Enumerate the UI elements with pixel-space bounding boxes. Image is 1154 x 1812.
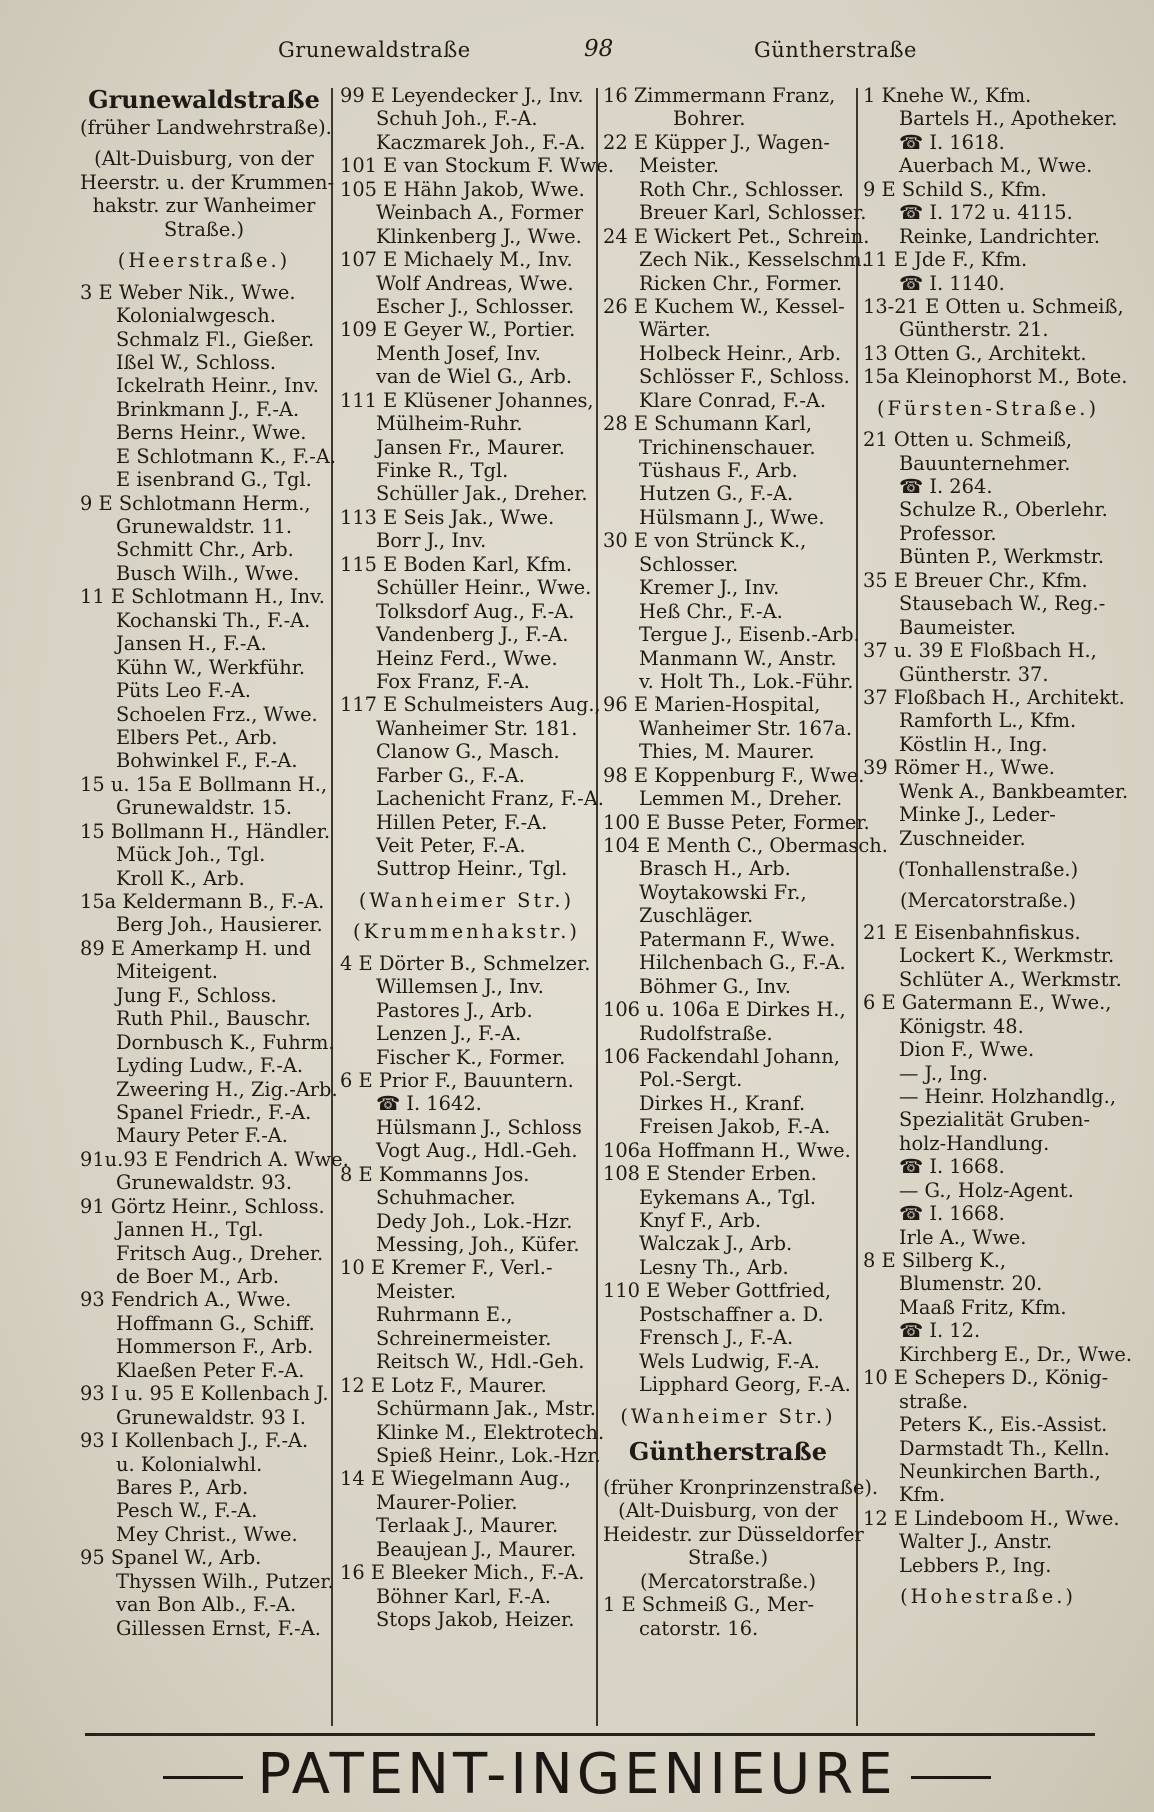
directory-entry: Schreinermeister. (376, 1326, 552, 1350)
directory-entry: Postschaffner a. D. (639, 1302, 824, 1326)
directory-entry: Irle A., Wwe. (899, 1225, 1027, 1249)
directory-entry: Heinz Ferd., Wwe. (376, 646, 558, 670)
directory-entry: 113 E Seis Jak., Wwe. (340, 505, 555, 529)
directory-entry: Wärter. (639, 318, 711, 342)
directory-entry: Tergue J., Eisenb.-Arb. (639, 623, 860, 647)
directory-entry: 39 Römer H., Wwe. (863, 756, 1055, 780)
directory-entry: Thies, M. Maurer. (639, 740, 815, 764)
directory-entry: 95 Spanel W., Arb. (80, 1546, 262, 1570)
directory-entry: Trichinenschauer. (639, 435, 816, 459)
directory-entry: 35 E Breuer Chr., Kfm. (863, 568, 1088, 592)
directory-entry: Schoelen Frz., Wwe. (116, 702, 318, 726)
directory-entry: 93 I Kollenbach J., F.-A. (80, 1429, 309, 1453)
directory-entry: 16 E Bleeker Mich., F.-A. (340, 1561, 585, 1585)
directory-entry: Baumeister. (899, 615, 1016, 639)
column-divider (331, 88, 333, 1726)
directory-entry: Ißel W., Schloss. (116, 350, 277, 374)
directory-entry: (Tonhallenstraße.) (897, 858, 1079, 881)
directory-entry: catorstr. 16. (639, 1616, 759, 1640)
directory-entry: Wanheimer Str. 167a. (639, 716, 853, 740)
directory-entry: 106 Fackendahl Johann, (603, 1044, 840, 1068)
directory-entry: Grunewaldstr. 93. (116, 1171, 293, 1195)
directory-entry: 28 E Schumann Karl, (603, 412, 813, 436)
directory-entry: Roth Chr., Schlosser. (639, 177, 844, 201)
directory-entry: Dion F., Wwe. (899, 1038, 1035, 1062)
directory-entry: 89 E Amerkamp H. und (80, 936, 312, 960)
directory-entry: Stops Jakob, Heizer. (376, 1608, 575, 1631)
directory-entry: E isenbrand G., Tgl. (116, 468, 312, 492)
directory-entry: Zuschneider. (899, 826, 1026, 850)
directory-entry: Vandenberg J., F.-A. (376, 623, 569, 647)
directory-entry: Beaujean J., Maurer. (376, 1537, 577, 1561)
directory-entry: 98 E Koppenburg F., Wwe. (603, 763, 865, 787)
directory-entry: Brinkmann J., F.-A. (116, 397, 300, 421)
directory-entry: 3 E Weber Nik., Wwe. (80, 280, 296, 304)
directory-entry: Fischer K., Former. (376, 1045, 566, 1069)
directory-entry: Peters K., Eis.-Assist. (899, 1413, 1108, 1437)
directory-entry: 106 u. 106a E Dirkes H., (603, 998, 846, 1022)
directory-entry: 91 Görtz Heinr., Schloss. (80, 1194, 325, 1218)
directory-entry: 10 E Schepers D., König- (863, 1366, 1109, 1390)
directory-entry: Breuer Karl, Schlosser. (639, 201, 867, 225)
directory-entry: Bohwinkel F., F.-A. (116, 749, 298, 773)
directory-entry: 15 u. 15a E Bollmann H., (80, 772, 328, 796)
directory-column-1 (80, 84, 349, 1729)
directory-entry: Kroll K., Arb. (116, 866, 245, 890)
directory-entry: 93 I u. 95 E Kollenbach J. (80, 1382, 329, 1406)
footer-advert-text: PATENT-INGENIEURE (257, 1742, 897, 1807)
directory-entry: holz-Handlung. (899, 1131, 1050, 1155)
directory-entry: van Bon Alb., F.-A. (116, 1593, 297, 1617)
directory-entry: (Wanheimer Str.) (358, 888, 575, 912)
bottom-rule (85, 1733, 1095, 1736)
directory-entry: Wolf Andreas, Wwe. (376, 271, 574, 295)
directory-entry: Püts Leo F.-A. (116, 679, 251, 703)
directory-entry: Güntherstr. 21. (899, 318, 1049, 342)
directory-entry: Thyssen Wilh., Putzer. (116, 1569, 334, 1593)
directory-entry: 13-21 E Otten u. Schmeiß, (863, 294, 1124, 318)
spacer (340, 944, 593, 952)
directory-entry: Auerbach M., Wwe. (899, 154, 1093, 178)
directory-entry: (Alt-Duisburg, von der (94, 147, 314, 171)
footer-dash-right (911, 1776, 991, 1779)
directory-entry: Mülheim-Ruhr. (376, 412, 523, 436)
directory-entry: Straße.) (687, 1546, 769, 1570)
directory-entry: 6 E Gatermann E., Wwe., (863, 991, 1112, 1015)
spacer (863, 1577, 1113, 1585)
directory-entry: Borr J., Inv. (376, 529, 487, 553)
directory-entry: Ruth Phil., Bauschr. (116, 1007, 311, 1031)
directory-entry: ☎ I. 1618. (899, 130, 1005, 154)
directory-entry: Knyf F., Arb. (639, 1209, 762, 1232)
directory-entry: Grunewaldstr. 11. (116, 515, 293, 538)
directory-entry: Maury Peter F.-A. (116, 1124, 288, 1148)
directory-entry: Spanel Friedr., F.-A. (116, 1100, 312, 1124)
directory-entry: ☎ I. 12. (899, 1319, 981, 1343)
directory-entry: Walter J., Anstr. (899, 1530, 1053, 1554)
spacer (80, 241, 328, 249)
directory-entry: Pastores J., Arb. (376, 998, 533, 1022)
directory-entry: Tolksdorf Aug., F.-A. (376, 599, 575, 623)
column-divider (596, 88, 598, 1726)
directory-entry: (Wanheimer Str.) (620, 1404, 836, 1428)
directory-entry: Dirkes H., Kranf. (639, 1091, 806, 1115)
directory-entry: 101 E van Stockum F. Wwe. (340, 154, 614, 178)
directory-entry: Walczak J., Arb. (639, 1232, 793, 1256)
directory-entry: Straße.) (163, 217, 245, 241)
directory-entry: Escher J., Schlosser. (376, 294, 575, 318)
directory-entry: Bünten P., Werkmstr. (899, 545, 1105, 569)
directory-entry: Kremer J., Inv. (639, 576, 780, 600)
directory-entry: Woytakowski Fr., (639, 880, 807, 904)
directory-entry: Reinke, Landrichter. (899, 224, 1101, 248)
directory-entry: Freisen Jakob, F.-A. (639, 1115, 831, 1139)
directory-entry: 9 E Schild S., Kfm. (863, 177, 1047, 201)
directory-entry: Jung F., Schloss. (116, 983, 277, 1007)
directory-entry: Böhner Karl, F.-A. (376, 1584, 551, 1608)
directory-entry: Willemsen J., Inv. (376, 975, 544, 999)
spacer (863, 850, 1113, 858)
directory-entry: Lemmen M., Dreher. (639, 787, 843, 811)
street-heading: Güntherstraße (628, 1436, 828, 1466)
directory-entry: Ruhrmann E., (376, 1303, 513, 1327)
directory-entry: Jansen H., F.-A. (116, 632, 267, 656)
directory-entry: Schlosser. (639, 552, 739, 576)
directory-entry: Weinbach A., Former (376, 201, 583, 225)
page-header (0, 34, 1154, 68)
directory-entry: 108 E Stender Erben. (603, 1162, 817, 1186)
directory-entry: Klinkenberg J., Wwe. (376, 224, 582, 248)
directory-entry: Zweering H., Zig.-Arb. (116, 1077, 338, 1101)
directory-entry: Holbeck Heinr., Arb. (639, 341, 842, 365)
directory-entry: Schmalz Fl., Gießer. (116, 327, 315, 351)
directory-entry: 26 E Kuchem W., Kessel- (603, 294, 845, 318)
directory-entry: 14 E Wiegelmann Aug., (340, 1467, 571, 1491)
footer-advert (0, 1742, 1154, 1808)
directory-entry: Böhmer G., Inv. (639, 974, 791, 998)
directory-entry: Berg Joh., Hausierer. (116, 913, 323, 937)
directory-entry: — G., Holz-Agent. (899, 1178, 1074, 1202)
directory-entry: Messing, Joh., Küfer. (376, 1233, 580, 1256)
directory-entry: Schlösser F., Schloss. (639, 365, 850, 389)
spacer (603, 1397, 853, 1405)
directory-entry: Hülsmann J., Schloss (376, 1115, 582, 1139)
directory-entry: de Boer M., Arb. (116, 1265, 280, 1288)
directory-entry: Zech Nik., Kesselschm. (639, 248, 868, 272)
directory-entry: Elbers Pet., Arb. (116, 725, 278, 749)
directory-entry: Maaß Fritz, Kfm. (899, 1295, 1067, 1319)
directory-entry: 93 Fendrich A., Wwe. (80, 1288, 292, 1312)
directory-entry: Brasch H., Arb. (639, 857, 791, 881)
directory-entry: 15 Bollmann H., Händler. (80, 819, 331, 843)
directory-entry: ☎ I. 264. (899, 475, 993, 498)
directory-entry: Bohrer. (673, 107, 746, 131)
directory-entry: Spieß Heinr., Lok.-Hzr. (376, 1443, 601, 1467)
directory-entry: 100 E Busse Peter, Former. (603, 810, 870, 834)
spacer (340, 881, 593, 889)
directory-entry: 104 E Menth C., Obermasch. (603, 834, 888, 857)
directory-entry: Dornbusch K., Fuhrm. (116, 1030, 335, 1054)
directory-entry: 106a Hoffmann H., Wwe. (603, 1138, 851, 1162)
directory-entry: Ramforth L., Kfm. (899, 709, 1077, 733)
directory-entry: 117 E Schulmeisters Aug., (340, 693, 601, 717)
directory-entry: Eykemans A., Tgl. (639, 1185, 817, 1209)
directory-entry: Jannen H., Tgl. (116, 1218, 264, 1242)
directory-entry: Meister. (639, 154, 720, 178)
page-number: 98 (584, 36, 614, 62)
directory-entry: Schmitt Chr., Arb. (116, 538, 294, 562)
directory-entry: Lebbers P., Ing. (899, 1553, 1052, 1577)
directory-entry: (Hohestraße.) (900, 1585, 1076, 1609)
directory-entry: 11 E Schlotmann H., Inv. (80, 585, 325, 609)
directory-entry: (Fürsten-Straße.) (876, 396, 1100, 420)
directory-entry: Fox Franz, F.-A. (376, 669, 530, 693)
spacer (603, 1428, 853, 1436)
directory-entry: Wanheimer Str. 181. (376, 716, 578, 740)
directory-entry: Pol.-Sergt. (639, 1068, 743, 1092)
directory-entry: Darmstadt Th., Kelln. (899, 1436, 1110, 1460)
directory-entry: Schuh Joh., F.-A. (376, 107, 538, 131)
directory-entry: Klare Conrad, F.-A. (639, 388, 827, 412)
directory-entry: Lockert K., Werkmstr. (899, 944, 1115, 968)
directory-entry: (Krummenhakstr.) (353, 920, 580, 944)
directory-entry: Lesny Th., Arb. (639, 1255, 789, 1279)
directory-entry: 10 E Kremer F., Verl.- (340, 1256, 553, 1280)
directory-entry: — Heinr. Holzhandlg., (899, 1084, 1116, 1108)
directory-entry: 30 E von Strünck K., (603, 529, 807, 553)
directory-entry: Busch Wilh., Wwe. (116, 561, 300, 585)
directory-entry: Miteigent. (116, 960, 218, 984)
directory-entry: Reitsch W., Hdl.-Geh. (376, 1350, 585, 1374)
directory-entry: Hülsmann J., Wwe. (639, 505, 825, 529)
directory-entry: 12 E Lindeboom H., Wwe. (863, 1506, 1120, 1530)
directory-entry: Königstr. 48. (899, 1014, 1024, 1038)
directory-entry: Blumenstr. 20. (899, 1272, 1043, 1296)
directory-entry: Hutzen G., F.-A. (639, 482, 794, 506)
directory-entry: Frensch J., F.-A. (639, 1326, 794, 1350)
directory-entry: (Alt-Duisburg, von der (618, 1499, 838, 1523)
directory-entry: van de Wiel G., Arb. (376, 365, 572, 389)
directory-entry: Lyding Ludw., F.-A. (116, 1054, 304, 1078)
directory-entry: 8 E Silberg K., (863, 1249, 1007, 1272)
spacer (863, 389, 1113, 397)
directory-entry: (Mercatorstraße.) (639, 1569, 817, 1593)
directory-entry: Farber G., F.-A. (376, 763, 525, 787)
directory-entry: Bauunternehmer. (899, 451, 1071, 475)
directory-entry: Schürmann Jak., Mstr. (376, 1397, 596, 1421)
directory-entry: Maurer-Polier. (376, 1490, 518, 1514)
directory-entry: Wenk A., Bankbeamter. (899, 779, 1129, 803)
directory-entry: Pesch W., F.-A. (116, 1499, 258, 1523)
directory-entry: Bares P., Arb. (116, 1475, 249, 1499)
directory-entry: Lachenicht Franz, F.-A. (376, 787, 604, 811)
directory-entry: 107 E Michaely M., Inv. (340, 248, 573, 272)
directory-entry: Veit Peter, F.-A. (376, 834, 526, 857)
spacer (603, 1468, 853, 1476)
directory-entry: 99 E Leyendecker J., Inv. (340, 84, 584, 107)
directory-entry: Kaczmarek Joh., F.-A. (376, 130, 586, 154)
directory-entry: ☎ I. 1140. (899, 271, 1005, 295)
directory-entry: Minke J., Leder- (899, 803, 1056, 827)
directory-entry: Tüshaus F., Arb. (639, 459, 798, 482)
directory-entry: 110 E Weber Gottfried, (603, 1279, 832, 1303)
directory-entry: Schuhmacher. (376, 1186, 516, 1210)
directory-entry: 9 E Schlotmann Herm., (80, 491, 311, 515)
directory-entry: Ickelrath Heinr., Inv. (116, 374, 319, 398)
directory-entry: u. Kolonialwhl. (116, 1452, 263, 1476)
directory-entry: 22 E Küpper J., Wagen- (603, 130, 830, 154)
spacer (863, 420, 1113, 428)
directory-entry: 12 E Lotz F., Maurer. (340, 1373, 547, 1397)
directory-entry: (Heerstraße.) (117, 249, 291, 273)
directory-entry: Rudolfstraße. (639, 1021, 773, 1045)
directory-entry: Heß Chr., F.-A. (639, 599, 783, 623)
spacer (340, 912, 593, 920)
spacer (863, 913, 1113, 921)
directory-entry: Schlüter A., Werkmstr. (899, 967, 1122, 991)
spacer (80, 273, 328, 281)
directory-entry: ☎ I. 1668. (899, 1202, 1005, 1226)
directory-entry: Lipphard Georg, F.-A. (639, 1373, 851, 1397)
directory-entry: Schüller Heinr., Wwe. (376, 576, 592, 600)
directory-entry: 15a Keldermann B., F.-A. (80, 890, 325, 913)
directory-column-2 (340, 84, 614, 1729)
directory-entry: Heidestr. zur Düsseldorfer (603, 1522, 864, 1546)
directory-entry: Kfm. (899, 1483, 946, 1507)
directory-entry: ☎ I. 1642. (376, 1092, 482, 1116)
directory-entry: 4 E Dörter B., Schmelzer. (340, 951, 591, 975)
spacer (80, 139, 328, 147)
directory-entry: ☎ I. 1668. (899, 1155, 1005, 1179)
directory-entry: Meister. (376, 1279, 457, 1303)
directory-entry: Kolonialwgesch. (116, 304, 276, 328)
directory-entry: Hommerson F., Arb. (116, 1335, 314, 1359)
directory-entry: Lenzen J., F.-A. (376, 1022, 522, 1046)
directory-entry: Wels Ludwig, F.-A. (639, 1349, 820, 1373)
directory-entry: E Schlotmann K., F.-A. (116, 444, 336, 468)
directory-column-3 (603, 84, 888, 1729)
directory-entry: straße. (899, 1389, 969, 1413)
directory-entry: 115 E Boden Karl, Kfm. (340, 552, 573, 576)
directory-entry: Mey Christ., Wwe. (116, 1522, 298, 1546)
directory-entry: 96 E Marien-Hospital, (603, 693, 821, 717)
header-right-street: Güntherstraße (754, 38, 917, 62)
directory-entry: Bartels H., Apotheker. (899, 107, 1118, 131)
directory-entry: Klaeßen Peter F.-A. (116, 1358, 305, 1382)
directory-entry: Manmann W., Anstr. (639, 646, 837, 670)
directory-entry: 37 Floßbach H., Architekt. (863, 685, 1125, 709)
directory-entry: 13 Otten G., Architekt. (863, 341, 1087, 365)
directory-entry: Vogt Aug., Hdl.-Geh. (376, 1139, 578, 1163)
directory-entry: (Mercatorstraße.) (899, 889, 1077, 913)
spacer (863, 881, 1113, 889)
header-left-street: Grunewaldstraße (278, 38, 471, 62)
directory-entry: 109 E Geyer W., Portier. (340, 318, 576, 342)
directory-entry: Hillen Peter, F.-A. (376, 810, 548, 834)
directory-entry: Clanow G., Masch. (376, 740, 560, 764)
directory-entry: (früher Kronprinzenstraße). (603, 1475, 879, 1499)
street-heading: Grunewaldstraße (88, 85, 320, 114)
directory-entry: Kochanski Th., F.-A. (116, 608, 311, 632)
directory-entry: Mück Joh., Tgl. (116, 843, 266, 867)
directory-column-4 (863, 84, 1133, 1729)
directory-entry: 105 E Hähn Jakob, Wwe. (340, 177, 585, 201)
directory-entry: Hoffmann G., Schiff. (116, 1311, 315, 1335)
directory-entry: 8 E Kommanns Jos. (340, 1162, 530, 1186)
directory-entry: hakstr. zur Wanheimer (92, 194, 316, 218)
directory-entry: 111 E Klüsener Johannes, (340, 388, 594, 412)
directory-entry: Neunkirchen Barth., (899, 1459, 1101, 1483)
directory-entry: 16 Zimmermann Franz, (603, 84, 836, 107)
directory-entry: — J., Ing. (899, 1061, 989, 1085)
directory-entry: Berns Heinr., Wwe. (116, 421, 307, 445)
directory-entry: Finke R., Tgl. (376, 459, 509, 482)
directory-entry: Dedy Joh., Lok.-Hzr. (376, 1209, 573, 1233)
directory-entry: Kühn W., Werkführ. (116, 655, 306, 679)
directory-entry: 1 Knehe W., Kfm. (863, 84, 1032, 107)
directory-entry: Fritsch Aug., Dreher. (116, 1241, 324, 1265)
directory-entry: Stausebach W., Reg.- (899, 592, 1106, 616)
directory-entry: Ricken Chr., Former. (639, 271, 842, 295)
directory-entry: 24 E Wickert Pet., Schrein. (603, 224, 870, 248)
directory-entry: Grunewaldstr. 93 I. (116, 1405, 306, 1429)
directory-entry: 21 Otten u. Schmeiß, (863, 428, 1073, 452)
directory-entry: Professor. (899, 521, 997, 545)
directory-entry: Jansen Fr., Maurer. (376, 435, 565, 459)
directory-entry: v. Holt Th., Lok.-Führ. (639, 669, 854, 693)
footer-dash-left (163, 1776, 243, 1779)
directory-entry: 15a Kleinophorst M., Bote. (863, 365, 1128, 389)
directory-entry: ☎ I. 172 u. 4115. (899, 201, 1073, 225)
directory-entry: Zuschläger. (639, 904, 754, 928)
directory-entry: 91u.93 E Fendrich A. Wwe. (80, 1147, 349, 1171)
directory-entry: Hilchenbach G., F.-A. (639, 951, 846, 975)
directory-entry: Köstlin H., Ing. (899, 732, 1048, 756)
directory-entry: 1 E Schmeiß G., Mer- (603, 1593, 815, 1617)
directory-entry: Terlaak J., Maurer. (376, 1514, 559, 1538)
directory-entry: 37 u. 39 E Floßbach H., (863, 639, 1097, 663)
directory-entry: 6 E Prior F., Bauuntern. (340, 1068, 574, 1092)
directory-entry: Menth Josef, Inv. (376, 341, 541, 365)
directory-entry: (früher Landwehrstraße). (80, 116, 332, 139)
directory-entry: Gillessen Ernst, F.-A. (116, 1616, 321, 1640)
directory-entry: Klinke M., Elektrotech. (376, 1420, 605, 1444)
directory-entry: Güntherstr. 37. (899, 662, 1049, 686)
directory-entry: Heerstr. u. der Krummen- (80, 170, 335, 194)
directory-entry: 11 E Jde F., Kfm. (863, 248, 1028, 272)
directory-entry: Schulze R., Oberlehr. (899, 498, 1108, 522)
directory-entry: Schüller Jak., Dreher. (376, 482, 588, 506)
directory-entry: Suttrop Heinr., Tgl. (376, 857, 568, 881)
directory-entry: Grunewaldstr. 15. (116, 796, 293, 820)
directory-entry: Spezialität Gruben- (899, 1108, 1091, 1132)
directory-entry: 21 E Eisenbahnfiskus. (863, 920, 1081, 944)
directory-entry: Kirchberg E., Dr., Wwe. (899, 1342, 1133, 1366)
directory-entry: Patermann F., Wwe. (639, 927, 836, 951)
